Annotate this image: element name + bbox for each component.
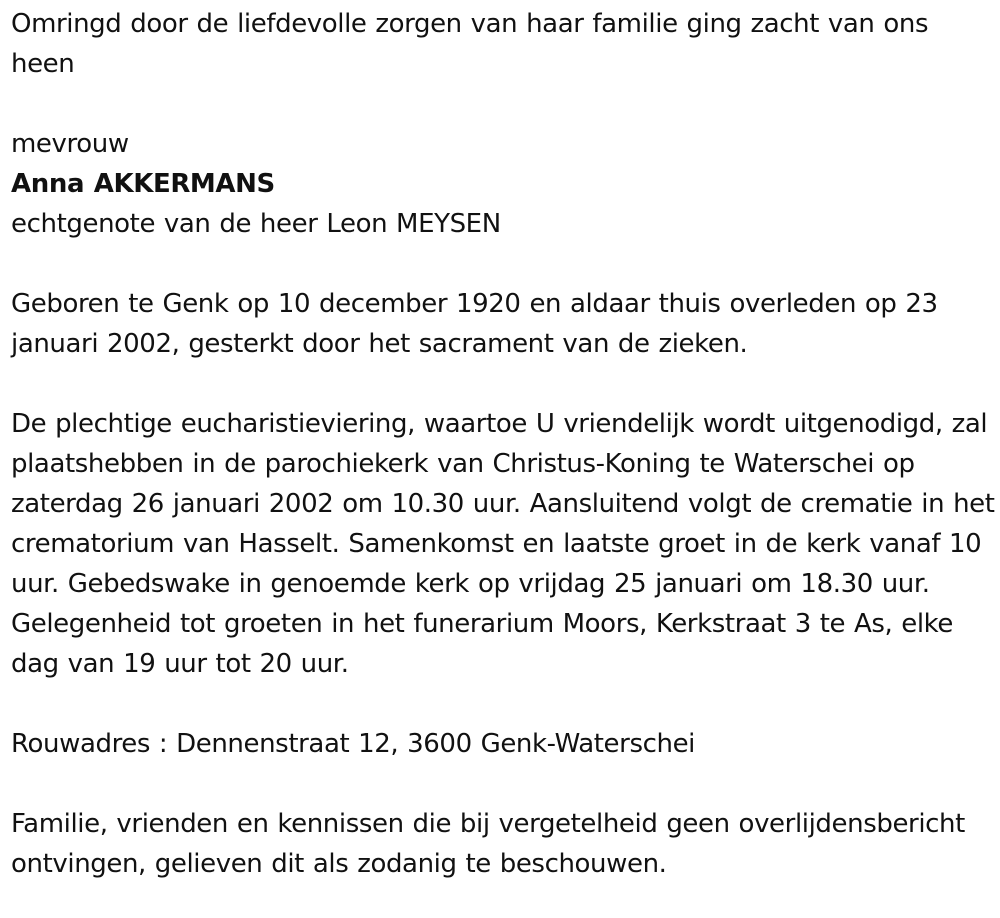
intro-paragraph: Omringd door de liefdevolle zorgen van haar familie ging zacht van ons heen — [11, 9, 929, 79]
title-prefix: mevrouw — [11, 129, 129, 159]
obituary-notice — [11, 4, 996, 884]
birth-death-paragraph: Geboren te Genk op 10 december 1920 en aldaar thuis overleden op 23 januari 2002, gesterkt door het sacrament van de zieken. — [11, 289, 938, 359]
spouse-line: echtgenote van de heer Leon MEYSEN — [11, 209, 501, 239]
ceremony-paragraph: De plechtige eucharistieviering, waartoe U vriendelijk wordt uitgenodigd, zal plaatshebben in de parochiekerk van Christus-Koning te Waterschei op zaterdag 26 januari 2002 om 10.30 uur. Aansluitend volgt de crematie in het crematorium van Hasselt. Samenkomst en laatste groet in de kerk vanaf 10 uur. Gebedswake in genoemde kerk op vrijdag 25 januari om 18.30 uur. Gelegenheid tot groeten in het funerarium Moors, Kerkstraat 3 te As, elke dag van 19 uur tot 20 uur. — [11, 409, 995, 679]
mourning-address: Rouwadres : Dennenstraat 12, 3600 Genk-Waterschei — [11, 729, 695, 759]
deceased-name: Anna AKKERMANS — [11, 169, 275, 199]
closing-paragraph: Familie, vrienden en kennissen die bij vergetelheid geen overlijdensbericht ontvingen, gelieven dit als zodanig te beschouwen. — [11, 809, 965, 879]
